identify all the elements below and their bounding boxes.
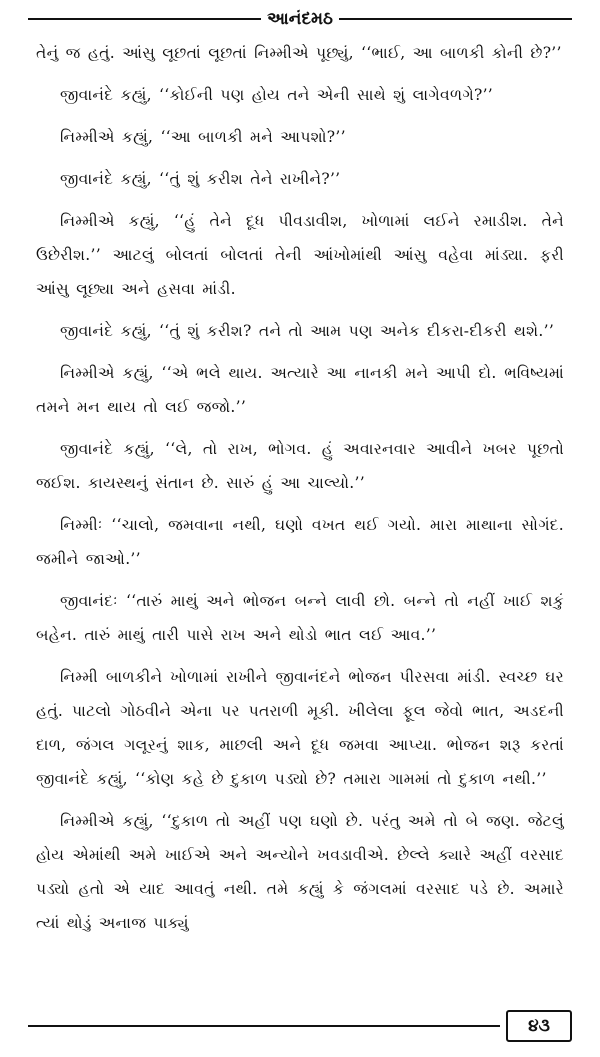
header-rule-right — [339, 18, 572, 20]
paragraph: જીવાનંદઃ ‘‘તારું માથું અને ભોજન બન્ને લાવી છો. બન્ને તો નહીં ખાઈ શકું બહેન. તારું માથું તારી પાસે રાખ અને થોડો ભાત લઈ આવ.’’ — [36, 592, 564, 644]
paragraph: જીવાનંદે કહ્યું, ‘‘કોઈની પણ હોય તને એની સાથે શું લાગેવળગે?’’ — [60, 86, 494, 104]
page-number: ૪૩ — [506, 1010, 572, 1042]
paragraph: નિમ્મીઃ ‘‘ચાલો, જમવાના નથી, ઘણો વખત થઈ ગયો. મારા માથાના સોગંદ. જમીને જાઓ.’’ — [36, 516, 564, 568]
footer-rule — [28, 1025, 500, 1027]
paragraph: જીવાનંદે કહ્યું, ‘‘લે, તો રાખ, ભોગવ. હું અવારનવાર આવીને ખબર પૂછતો જઈશ. કાયસ્થનું સંતાન છે. સારું હું આ ચાલ્યો.’’ — [36, 440, 564, 492]
paragraph: જીવાનંદે કહ્યું, ‘‘તું શું કરીશ? તને તો આમ પણ અનેક દીકરા-દીકરી થશે.’’ — [60, 322, 555, 340]
paragraph: તેનું જ હતું. આંસુ લૂછતાં લૂછતાં નિમ્મીએ પૂછ્યું, ‘‘ભાઈ, આ બાળકી કોની છે?’’ — [36, 44, 562, 62]
book-title: આનંદમઠ — [267, 9, 333, 29]
paragraph: નિમ્મીએ કહ્યું, ‘‘એ ભલે થાય. અત્યારે આ નાનકી મને આપી દો. ભવિષ્યમાં તમને મન થાય તો લઈ જજો.’’ — [36, 364, 564, 416]
page-body — [36, 36, 564, 948]
header-rule-left — [28, 18, 261, 20]
paragraph: નિમ્મીએ કહ્યું, ‘‘હું તેને દૂધ પીવડાવીશ, ખોળામાં લઈને રમાડીશ. તેને ઉછેરીશ.’’ આટલું બોલતાં બોલતાં તેની આંખોમાંથી આંસુ વહેવા માંડ્યા. ફરી આંસુ લૂછ્યા અને હસવા માંડી. — [36, 212, 564, 298]
paragraph: નિમ્મીએ કહ્યું, ‘‘આ બાળકી મને આપશો?’’ — [60, 128, 346, 146]
paragraph: નિમ્મીએ કહ્યું, ‘‘દુકાળ તો અહીં પણ ઘણો છે. પરંતુ અમે તો બે જણ. જેટલું હોય એમાંથી અમે ખાઈએ અને અન્યોને ખવડાવીએ. છેલ્લે ક્યારે અહીં વરસાદ પડ્યો હતો એ યાદ આવતું નથી. તમે કહ્યું કે જંગલમાં વરસાદ પડે છે. અમારે ત્યાં થોડું અનાજ પાક્યું — [36, 812, 564, 932]
page-footer — [28, 1010, 572, 1040]
paragraph: જીવાનંદે કહ્યું, ‘‘તું શું કરીશ તેને રાખીને?’’ — [60, 170, 341, 188]
running-header — [28, 8, 572, 30]
paragraph: નિમ્મી બાળકીને ખોળામાં રાખીને જીવાનંદને ભોજન પીરસવા માંડી. સ્વચ્છ ઘર હતું. પાટલો ગોઠવીને એના પર પતરાળી મૂકી. ખીલેલા ફૂલ જેવો ભાત, અડદની દાળ, જંગલ ગલૂરનું શાક, માછલી અને દૂધ જમવા આપ્યા. ભોજન શરૂ કરતાં જીવાનંદે કહ્યું, ‘‘કોણ કહે છે દુકાળ પડ્યો છે? તમારા ગામમાં તો દુકાળ નથી.’’ — [36, 668, 564, 788]
